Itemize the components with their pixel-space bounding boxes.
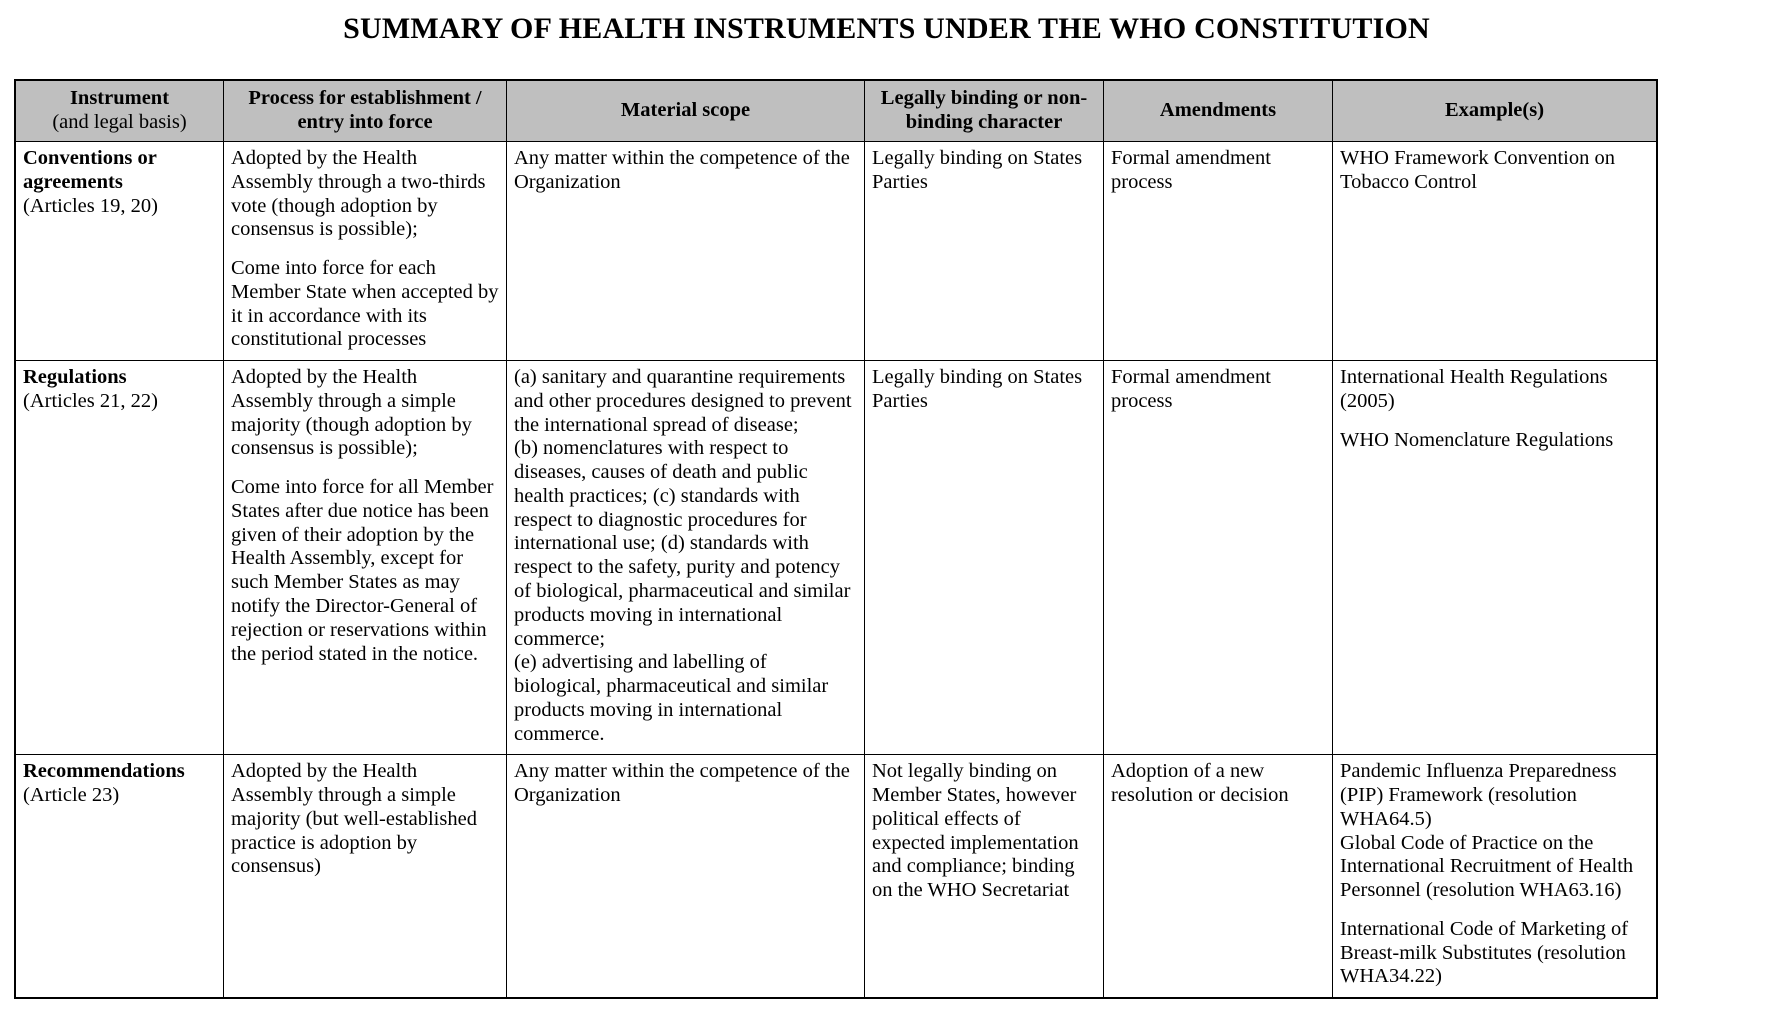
- instrument-legal-basis: (Article 23): [23, 784, 120, 807]
- material-scope-paragraph: (e) advertising and labelling of biological, pharmaceutical and similar products moving in international commerce.: [514, 651, 829, 745]
- example-paragraph: Pandemic Influenza Preparedness (PIP) Framework (resolution WHA64.5): [1340, 760, 1617, 830]
- process-paragraph: Come into force for all Member States after due notice has been given of their adoption by the Health Assembly, except for such Member States as may notify the Director-General of rejection or reservations within the period stated in the notice.: [231, 476, 494, 665]
- column-header-examples: [1333, 80, 1658, 141]
- cell-instrument: [15, 141, 224, 360]
- amendments-paragraph: Adoption of a new resolution or decision: [1111, 760, 1289, 807]
- column-header-instrument: [15, 80, 224, 141]
- cell-process: [224, 361, 507, 755]
- cell-instrument: [15, 361, 224, 755]
- column-header-binding-character-sublabel: binding character: [905, 110, 1063, 133]
- table-header-row: [15, 80, 1657, 141]
- amendments-paragraph: Formal amendment process: [1111, 366, 1271, 412]
- process-paragraph: Come into force for each Member State when accepted by it in accordance with its constitutional processes: [231, 257, 499, 351]
- health-instruments-table: [14, 79, 1658, 999]
- example-paragraph: International Code of Marketing of Breast-milk Substitutes (resolution WHA34.22): [1340, 917, 1629, 988]
- amendments-paragraph: Formal amendment process: [1111, 146, 1271, 193]
- cell-amendments: [1104, 755, 1333, 998]
- column-header-process-label: Process for establishment /: [248, 87, 482, 109]
- cell-material-scope: [507, 361, 865, 755]
- example-paragraph: Global Code of Practice on the International Recruitment of Health Personnel (resolution WHA63.16): [1340, 831, 1634, 902]
- instrument-name: Recommendations: [23, 760, 185, 783]
- column-header-instrument-label: Instrument: [69, 87, 170, 109]
- column-header-binding-character: [865, 80, 1104, 141]
- cell-amendments: [1104, 141, 1333, 360]
- material-scope-paragraph: (b) nomenclatures with respect to diseases, causes of death and public health practices; (c) standards with respect to diagnostic procedures for international use; (d) standards with respect to the safety, purity and potency of biological, pharmaceutical and similar products moving in international commerce;: [514, 437, 851, 650]
- cell-binding-character: [865, 361, 1104, 755]
- cell-amendments: [1104, 361, 1333, 755]
- cell-instrument: [15, 755, 224, 998]
- cell-process: [224, 141, 507, 360]
- table-row: [15, 361, 1657, 755]
- example-paragraph: WHO Framework Convention on Tobacco Control: [1340, 146, 1615, 193]
- table-row: [15, 755, 1657, 998]
- column-header-material-scope-label: Material scope: [620, 98, 751, 121]
- cell-material-scope: [507, 755, 865, 998]
- material-scope-paragraph: Any matter within the competence of the Organization: [514, 146, 850, 193]
- column-header-amendments: [1104, 80, 1333, 141]
- cell-examples: [1333, 755, 1658, 998]
- cell-process: [224, 755, 507, 998]
- process-paragraph: Adopted by the Health Assembly through a two-thirds vote (though adoption by consensus is possible);: [231, 146, 486, 241]
- binding-character-paragraph: Legally binding on States Parties: [872, 146, 1083, 193]
- cell-material-scope: [507, 141, 865, 360]
- cell-binding-character: [865, 141, 1104, 360]
- binding-character-paragraph: Not legally binding on Member States, however political effects of expected implementation and compliance; binding on the WHO Secretariat: [872, 760, 1079, 902]
- cell-binding-character: [865, 755, 1104, 998]
- instrument-legal-basis: (Articles 19, 20): [23, 194, 158, 217]
- instrument-name: Conventions or agreements: [23, 146, 157, 193]
- example-paragraph: WHO Nomenclature Regulations: [1340, 428, 1614, 451]
- column-header-material-scope: [507, 80, 865, 141]
- material-scope-paragraph: (a) sanitary and quarantine requirements and other procedures designed to prevent the international spread of disease;: [514, 366, 852, 436]
- example-paragraph: International Health Regulations (2005): [1340, 366, 1608, 412]
- binding-character-paragraph: Legally binding on States Parties: [872, 366, 1083, 412]
- process-paragraph: Adopted by the Health Assembly through a simple majority (but well-established practice is adoption by consensus): [231, 760, 477, 878]
- cell-examples: [1333, 141, 1658, 360]
- column-header-examples-label: Example(s): [1444, 98, 1545, 121]
- material-scope-paragraph: Any matter within the competence of the Organization: [514, 760, 850, 807]
- column-header-process-sublabel: entry into force: [297, 110, 433, 133]
- table-body: [15, 141, 1657, 998]
- column-header-instrument-sublabel: (and legal basis): [52, 110, 187, 133]
- instrument-legal-basis: (Articles 21, 22): [23, 389, 158, 412]
- column-header-binding-character-label: Legally binding or non-: [880, 87, 1088, 109]
- column-header-process: [224, 80, 507, 141]
- table-row: [15, 141, 1657, 360]
- cell-examples: [1333, 361, 1658, 755]
- table-header: [15, 80, 1657, 141]
- process-paragraph: Adopted by the Health Assembly through a simple majority (though adoption by consensus is possible);: [231, 366, 472, 460]
- instrument-name: Regulations: [23, 366, 127, 389]
- column-header-amendments-label: Amendments: [1159, 98, 1277, 121]
- page-title: SUMMARY OF HEALTH INSTRUMENTS UNDER THE WHO CONSTITUTION: [343, 12, 1430, 45]
